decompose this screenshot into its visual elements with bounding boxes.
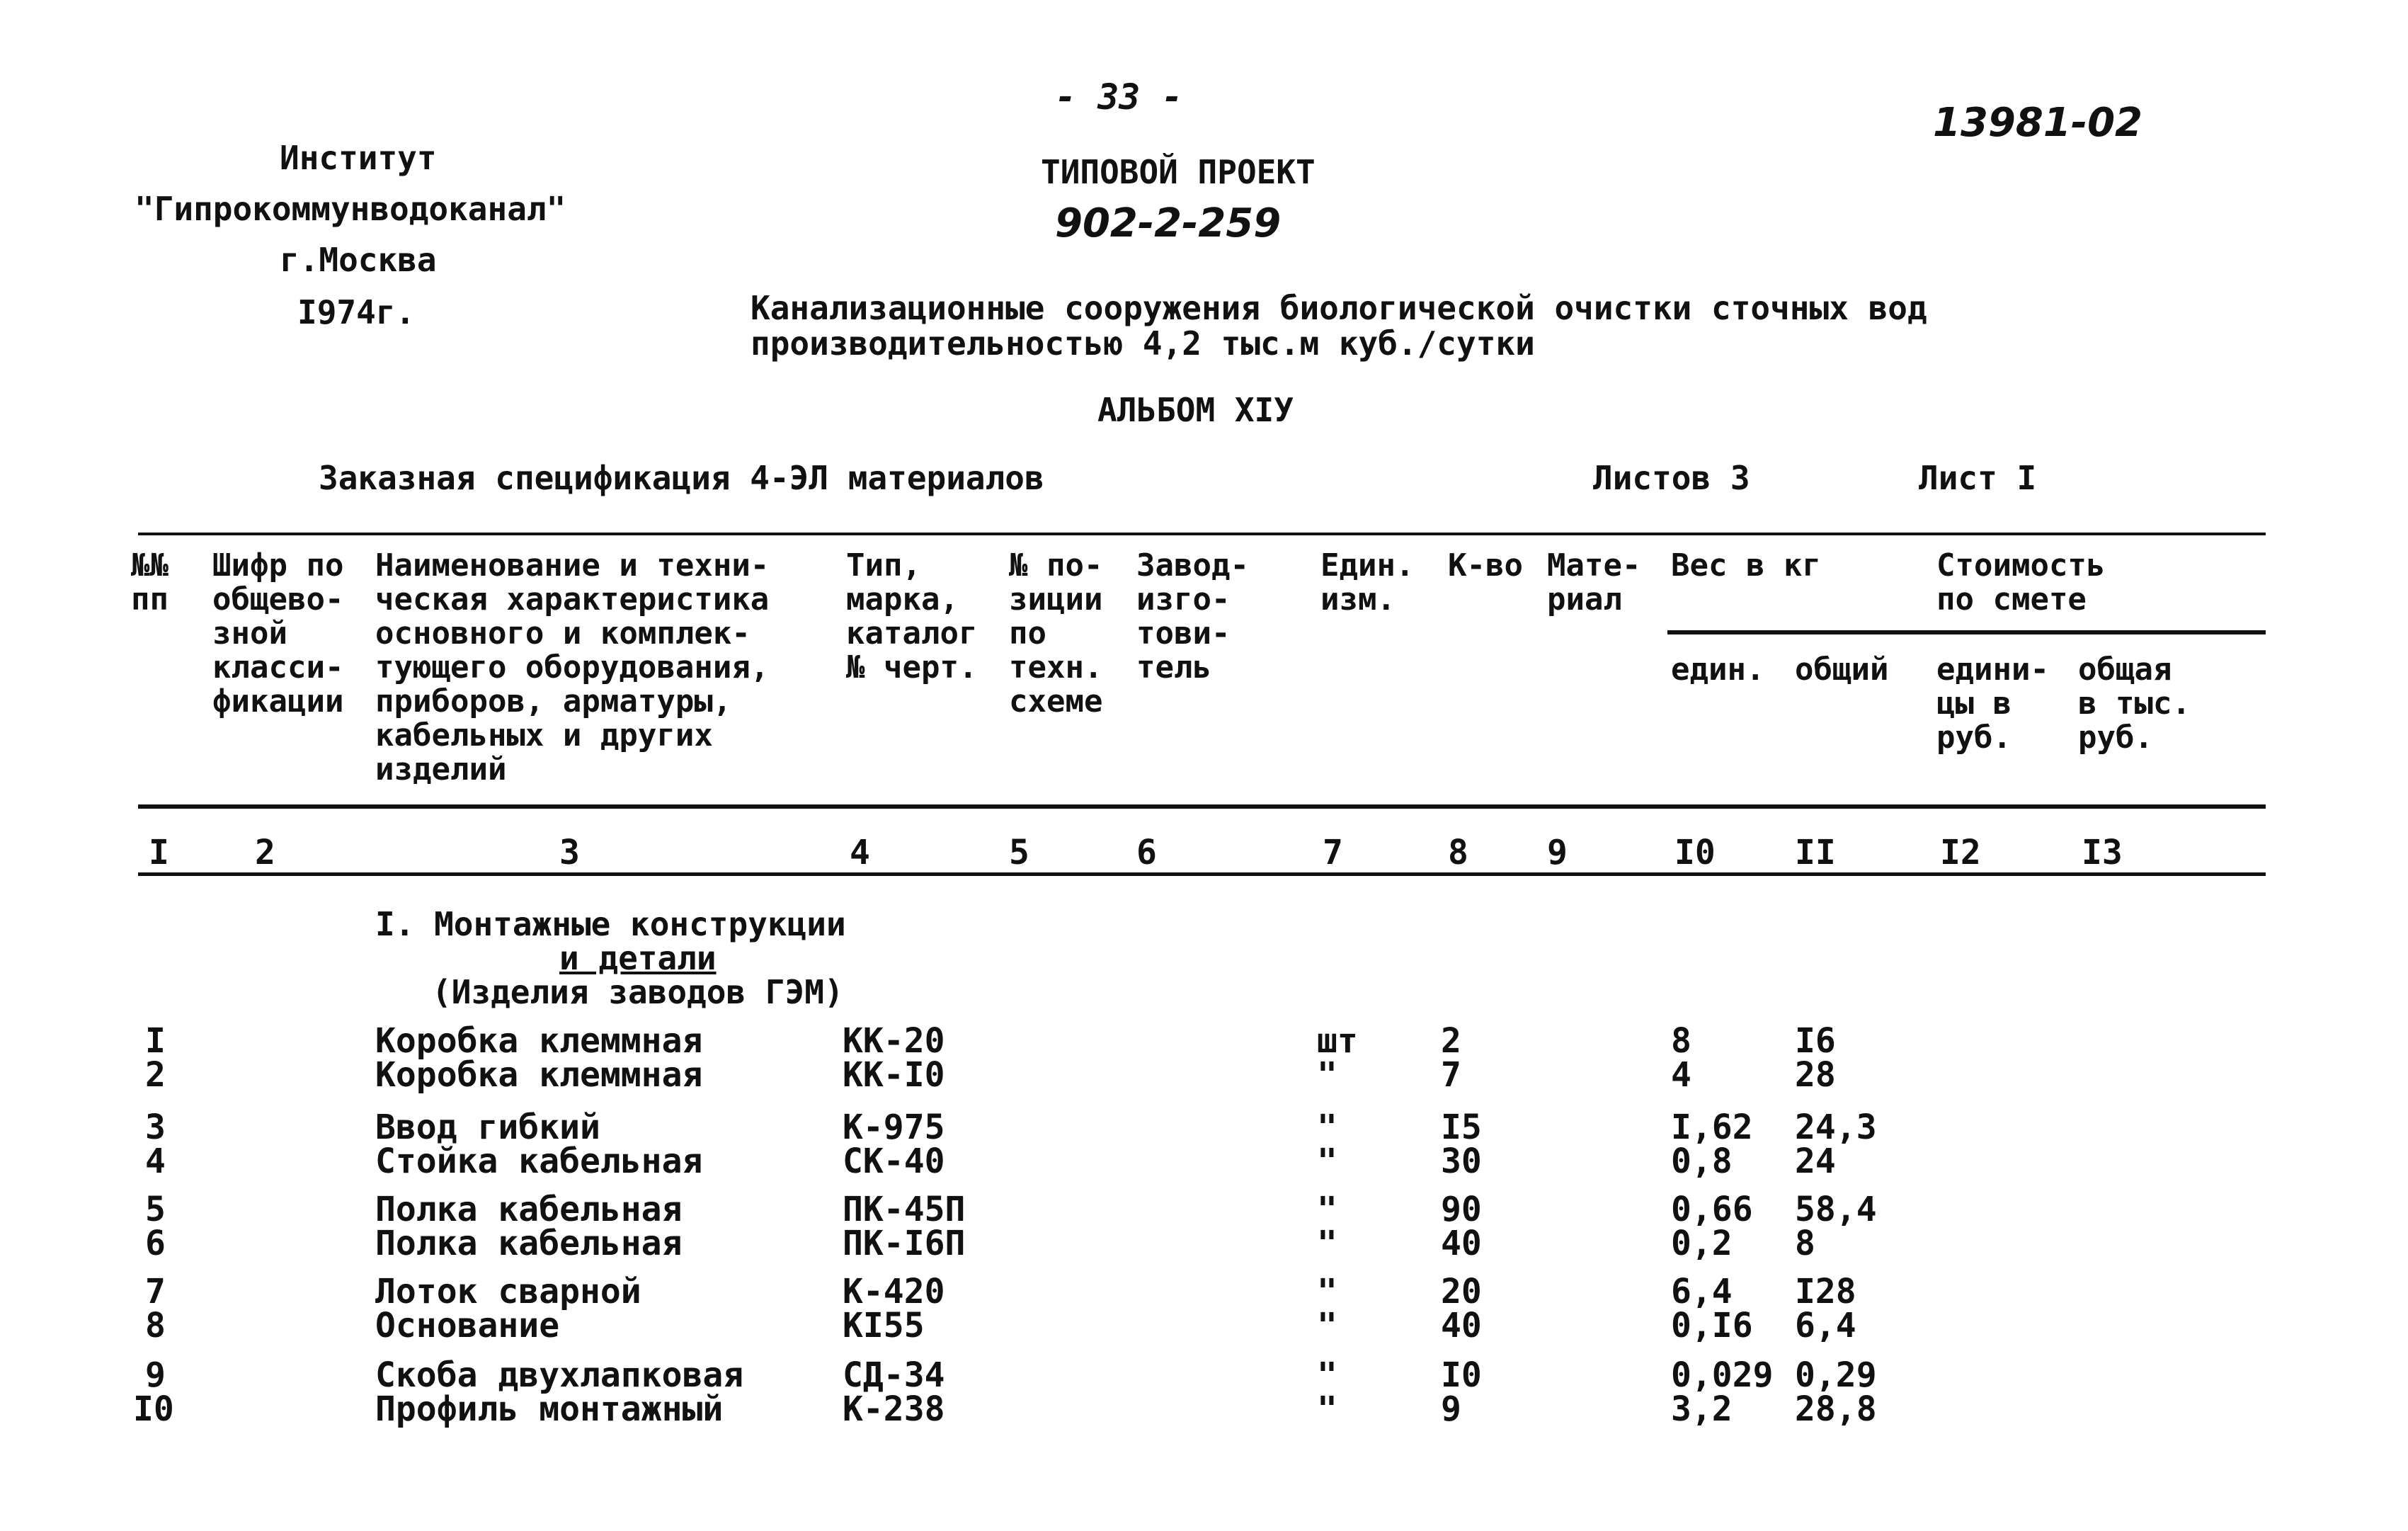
- item-weight-unit: 4: [1671, 1055, 1691, 1095]
- column-number: 7: [1323, 833, 1343, 872]
- row-number: 8: [145, 1306, 166, 1345]
- row-number: I: [145, 1021, 166, 1061]
- item-quantity: I0: [1441, 1355, 1482, 1395]
- item-weight-total: 8: [1795, 1224, 1815, 1263]
- row-number: 7: [145, 1272, 166, 1311]
- column-number: 9: [1547, 833, 1568, 872]
- table-row: [0, 1142, 2408, 1181]
- item-type: СК-40: [843, 1142, 945, 1181]
- col-header-manufacturer: Завод- изго- тови- тель: [1136, 547, 1249, 685]
- item-unit: ": [1317, 1142, 1337, 1181]
- column-number: I2: [1940, 833, 1981, 872]
- col-header-weight: Вес в кг: [1671, 547, 1821, 584]
- column-number-rule: [138, 872, 2266, 876]
- item-weight-unit: 0,029: [1671, 1355, 1774, 1395]
- institute-line-4: I974г.: [297, 293, 416, 331]
- item-type: КК-I0: [843, 1055, 945, 1095]
- item-name: Полка кабельная: [375, 1224, 683, 1263]
- item-type: К-420: [843, 1272, 945, 1311]
- item-weight-total: 28,8: [1795, 1389, 1877, 1429]
- item-weight-unit: 0,66: [1671, 1190, 1753, 1229]
- col-header-classifier: Шифр по общево- зной класси- фикации: [212, 547, 344, 719]
- header-bottom-rule: [138, 804, 2266, 809]
- item-unit: ": [1317, 1355, 1337, 1395]
- column-number-row: [0, 833, 2408, 872]
- project-number: 902-2-259: [1055, 200, 1282, 246]
- institute-line-3: г.Москва: [280, 241, 437, 279]
- column-number: 3: [559, 833, 580, 872]
- row-number: 9: [145, 1355, 166, 1395]
- row-number: 6: [145, 1224, 166, 1263]
- column-number: II: [1795, 833, 1836, 872]
- table-row: [0, 1272, 2408, 1311]
- item-weight-total: 28: [1795, 1055, 1836, 1095]
- item-name: Коробка клеммная: [375, 1055, 703, 1095]
- item-weight-total: I6: [1795, 1021, 1836, 1061]
- item-name: Профиль монтажный: [375, 1389, 724, 1429]
- item-quantity: 9: [1441, 1389, 1461, 1429]
- institute-line-1: Институт: [280, 139, 437, 177]
- album-title: АЛЬБОМ XIУ: [1097, 391, 1294, 429]
- column-number: 2: [255, 833, 275, 872]
- col-header-number: №№ пп: [131, 547, 169, 617]
- col-header-cost-total: общая в тыс. руб.: [2078, 651, 2191, 756]
- item-unit: ": [1317, 1272, 1337, 1311]
- col-header-weight-unit: един.: [1671, 651, 1765, 688]
- item-quantity: 2: [1441, 1021, 1461, 1061]
- item-name: Ввод гибкий: [375, 1108, 600, 1147]
- col-header-weight-total: общий: [1795, 651, 1889, 688]
- document-code: 13981-02: [1933, 100, 2142, 146]
- item-weight-total: 0,29: [1795, 1355, 1877, 1395]
- col-header-position: № по- зиции по техн. схеме: [1009, 547, 1103, 719]
- institute-line-2: "Гипрокоммунводоканал": [135, 190, 566, 228]
- item-type: СД-34: [843, 1355, 945, 1395]
- col-header-unit: Един. изм.: [1320, 547, 1415, 617]
- item-name: Стойка кабельная: [375, 1142, 703, 1181]
- item-quantity: 40: [1441, 1306, 1482, 1345]
- col-header-type: Тип, марка, каталог № черт.: [846, 547, 978, 685]
- item-unit: ": [1317, 1190, 1337, 1229]
- item-weight-total: 24: [1795, 1142, 1836, 1181]
- subheader-rule: [1667, 630, 2266, 634]
- sheets-total: Листов 3: [1593, 459, 1750, 497]
- item-unit: ": [1317, 1108, 1337, 1147]
- item-quantity: I5: [1441, 1108, 1482, 1147]
- table-row: [0, 1355, 2408, 1395]
- project-title-line-2: производительностью 4,2 тыс.м куб./сутки: [751, 324, 1535, 363]
- row-number: 5: [145, 1190, 166, 1229]
- table-row: [0, 1190, 2408, 1229]
- item-name: Лоток сварной: [375, 1272, 641, 1311]
- item-weight-unit: 0,2: [1671, 1224, 1733, 1263]
- item-quantity: 40: [1441, 1224, 1482, 1263]
- column-number: 5: [1009, 833, 1029, 872]
- item-quantity: 20: [1441, 1272, 1482, 1311]
- column-number: I3: [2082, 833, 2123, 872]
- item-type: К-975: [843, 1108, 945, 1147]
- item-weight-unit: I,62: [1671, 1108, 1753, 1147]
- specification-title: Заказная спецификация 4-ЭЛ материалов: [319, 459, 1044, 497]
- column-number: 6: [1136, 833, 1157, 872]
- table-row: [0, 1389, 2408, 1429]
- item-unit: ": [1317, 1306, 1337, 1345]
- row-number: 4: [145, 1142, 166, 1181]
- item-weight-unit: 3,2: [1671, 1389, 1733, 1429]
- table-top-rule: [138, 533, 2266, 535]
- row-number: I0: [133, 1389, 174, 1429]
- item-name: Скоба двухлапковая: [375, 1355, 744, 1395]
- item-weight-unit: 0,8: [1671, 1142, 1733, 1181]
- item-name: Основание: [375, 1306, 560, 1345]
- section-note: (Изделия заводов ГЭМ): [432, 973, 844, 1011]
- item-weight-total: I28: [1795, 1272, 1856, 1311]
- column-number: I: [149, 833, 169, 872]
- col-header-cost-unit: едини- цы в руб.: [1936, 651, 2049, 756]
- table-row: [0, 1021, 2408, 1061]
- item-type: ПК-45П: [843, 1190, 966, 1229]
- table-row: [0, 1108, 2408, 1147]
- item-type: ПК-I6П: [843, 1224, 966, 1263]
- item-weight-unit: 8: [1671, 1021, 1691, 1061]
- item-weight-total: 6,4: [1795, 1306, 1856, 1345]
- project-title-line-1: Канализационные сооружения биологической очистки сточных вод: [751, 289, 1927, 327]
- col-header-material: Мате- риал: [1547, 547, 1641, 617]
- sheet-number: Лист I: [1919, 459, 2037, 497]
- item-type: КК-20: [843, 1021, 945, 1061]
- item-unit: ": [1317, 1389, 1337, 1429]
- item-weight-unit: 6,4: [1671, 1272, 1733, 1311]
- table-row: [0, 1055, 2408, 1095]
- table-row: [0, 1224, 2408, 1263]
- section-title: I. Монтажные конструкции: [375, 905, 846, 943]
- page-number: - 33 -: [1055, 76, 1183, 118]
- item-quantity: 30: [1441, 1142, 1482, 1181]
- item-unit: ": [1317, 1055, 1337, 1095]
- item-weight-total: 58,4: [1795, 1190, 1877, 1229]
- row-number: 2: [145, 1055, 166, 1095]
- item-type: КI55: [843, 1306, 925, 1345]
- col-header-name: Наименование и техни- ческая характеристика основного и комплек- тующего оборудования, приборов, арматуры, кабельных и других изделий: [375, 547, 770, 787]
- section-subtitle: и детали: [559, 939, 717, 977]
- column-number: 4: [850, 833, 870, 872]
- item-unit: шт: [1317, 1021, 1358, 1061]
- row-number: 3: [145, 1108, 166, 1147]
- column-number: 8: [1448, 833, 1468, 872]
- item-type: К-238: [843, 1389, 945, 1429]
- item-name: Полка кабельная: [375, 1190, 683, 1229]
- item-quantity: 7: [1441, 1055, 1461, 1095]
- col-header-quantity: К-во: [1448, 547, 1523, 584]
- item-name: Коробка клеммная: [375, 1021, 703, 1061]
- col-header-cost: Стоимость по смете: [1936, 547, 2106, 617]
- item-weight-unit: 0,I6: [1671, 1306, 1753, 1345]
- item-unit: ": [1317, 1224, 1337, 1263]
- column-number: I0: [1674, 833, 1716, 872]
- item-quantity: 90: [1441, 1190, 1482, 1229]
- project-label: ТИПОВОЙ ПРОЕКТ: [1041, 153, 1316, 191]
- item-weight-total: 24,3: [1795, 1108, 1877, 1147]
- table-row: [0, 1306, 2408, 1345]
